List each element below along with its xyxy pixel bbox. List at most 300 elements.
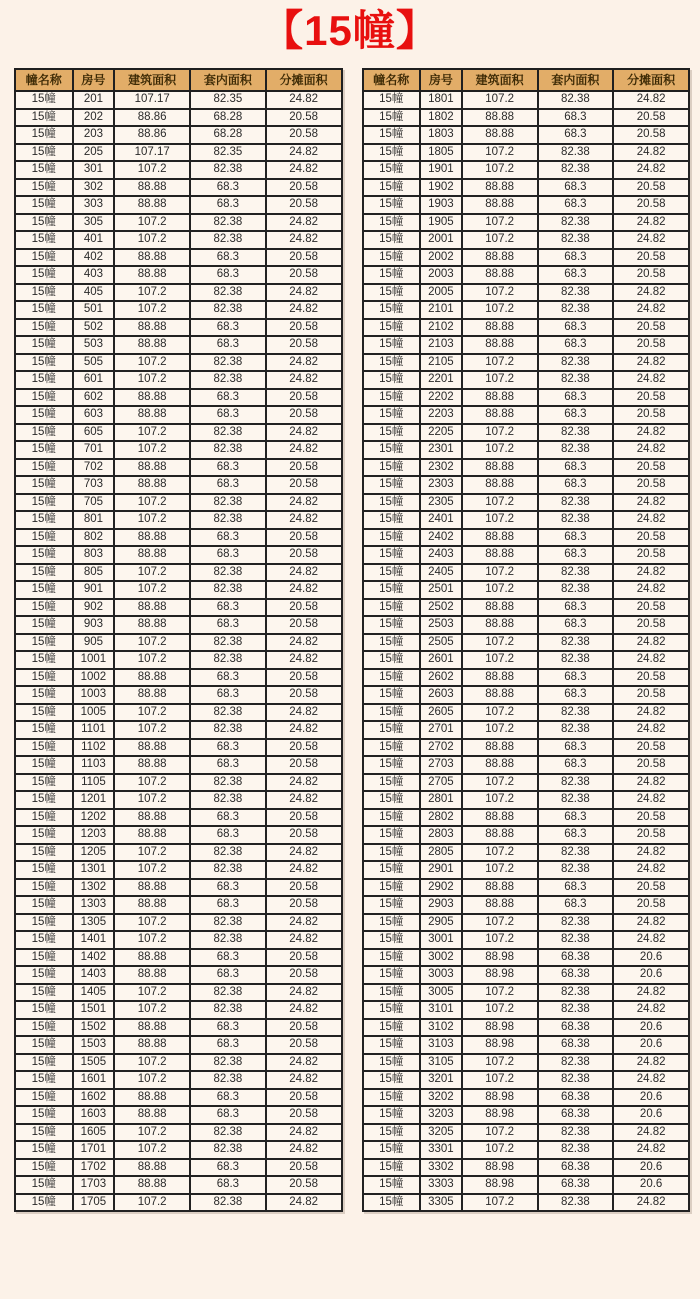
table-row [15, 459, 342, 477]
table-row [15, 284, 342, 302]
table-cell: 2803 [420, 826, 462, 844]
table-cell: 20.58 [266, 599, 342, 617]
table-cell: 24.82 [613, 634, 689, 652]
table-cell: 15幢 [363, 1089, 421, 1107]
table-cell: 107.2 [462, 424, 538, 442]
table-row [15, 424, 342, 442]
table-cell: 201 [73, 91, 115, 109]
table-row [15, 616, 342, 634]
table-cell: 24.82 [266, 721, 342, 739]
table-cell: 107.2 [114, 1071, 190, 1089]
table-cell: 107.2 [462, 704, 538, 722]
table-cell: 2903 [420, 896, 462, 914]
table-cell: 82.38 [538, 774, 614, 792]
table-cell: 68.3 [538, 459, 614, 477]
table-cell: 88.88 [114, 336, 190, 354]
table-cell: 20.58 [613, 826, 689, 844]
table-row [15, 161, 342, 179]
table-cell: 15幢 [363, 354, 421, 372]
table-cell: 1203 [73, 826, 115, 844]
table-cell: 15幢 [15, 284, 73, 302]
table-cell: 88.98 [462, 949, 538, 967]
table-row [363, 879, 690, 897]
table-cell: 107.2 [114, 1001, 190, 1019]
table-cell: 82.38 [538, 1054, 614, 1072]
table-cell: 1703 [73, 1176, 115, 1194]
table-cell: 107.2 [114, 791, 190, 809]
table-cell: 107.2 [462, 371, 538, 389]
table-cell: 82.38 [190, 231, 266, 249]
table-cell: 88.98 [462, 1089, 538, 1107]
table-cell: 20.58 [266, 319, 342, 337]
table-cell: 15幢 [15, 1071, 73, 1089]
table-cell: 82.38 [538, 371, 614, 389]
table-row [15, 511, 342, 529]
table-cell: 107.2 [114, 634, 190, 652]
table-cell: 20.58 [613, 126, 689, 144]
table-cell: 20.6 [613, 949, 689, 967]
table-row [363, 319, 690, 337]
table-cell: 20.58 [266, 1159, 342, 1177]
table-cell: 20.58 [613, 109, 689, 127]
table-cell: 24.82 [266, 494, 342, 512]
table-cell: 107.2 [114, 1124, 190, 1142]
table-row [363, 266, 690, 284]
table-cell: 15幢 [363, 1001, 421, 1019]
table-row [15, 301, 342, 319]
table-cell: 68.3 [190, 406, 266, 424]
table-row [363, 686, 690, 704]
table-cell: 2403 [420, 546, 462, 564]
table-row [363, 144, 690, 162]
table-cell: 15幢 [363, 1071, 421, 1089]
table-cell: 15幢 [15, 1176, 73, 1194]
table-cell: 15幢 [363, 459, 421, 477]
table-cell: 82.38 [190, 634, 266, 652]
table-cell: 20.58 [613, 406, 689, 424]
table-cell: 2805 [420, 844, 462, 862]
table-cell: 68.3 [190, 949, 266, 967]
table-cell: 15幢 [15, 336, 73, 354]
table-cell: 1501 [73, 1001, 115, 1019]
table-cell: 24.82 [266, 144, 342, 162]
table-row [363, 949, 690, 967]
table-cell: 15幢 [15, 739, 73, 757]
table-cell: 24.82 [266, 1001, 342, 1019]
table-row [363, 109, 690, 127]
table-row [15, 564, 342, 582]
table-cell: 1305 [73, 914, 115, 932]
table-cell: 1202 [73, 809, 115, 827]
table-cell: 24.82 [613, 844, 689, 862]
table-row [363, 336, 690, 354]
table-cell: 15幢 [15, 686, 73, 704]
table-cell: 24.82 [613, 354, 689, 372]
col-header-inner-area: 套内面积 [190, 69, 266, 91]
table-cell: 82.38 [538, 581, 614, 599]
table-cell: 88.88 [462, 879, 538, 897]
table-row [363, 844, 690, 862]
table-cell: 502 [73, 319, 115, 337]
table-cell: 68.3 [190, 1019, 266, 1037]
table-cell: 68.3 [538, 476, 614, 494]
area-table-right [362, 68, 691, 1212]
table-cell: 82.38 [190, 791, 266, 809]
table-cell: 15幢 [363, 931, 421, 949]
table-cell: 88.88 [462, 599, 538, 617]
table-cell: 602 [73, 389, 115, 407]
table-cell: 1602 [73, 1089, 115, 1107]
table-row [363, 704, 690, 722]
table-cell: 2305 [420, 494, 462, 512]
table-cell: 24.82 [613, 284, 689, 302]
table-cell: 68.38 [538, 966, 614, 984]
table-cell: 15幢 [15, 319, 73, 337]
table-cell: 82.38 [190, 984, 266, 1002]
table-cell: 88.88 [462, 686, 538, 704]
table-cell: 15幢 [15, 441, 73, 459]
table-cell: 15幢 [15, 354, 73, 372]
table-cell: 1805 [420, 144, 462, 162]
table-cell: 68.38 [538, 1036, 614, 1054]
table-cell: 107.2 [462, 564, 538, 582]
table-cell: 802 [73, 529, 115, 547]
table-cell: 15幢 [15, 1054, 73, 1072]
table-cell: 82.38 [538, 564, 614, 582]
table-cell: 20.58 [613, 249, 689, 267]
table-cell: 82.38 [190, 1001, 266, 1019]
table-row [15, 1001, 342, 1019]
table-row [15, 1141, 342, 1159]
table-cell: 24.82 [613, 371, 689, 389]
table-cell: 88.88 [114, 406, 190, 424]
table-cell: 15幢 [15, 616, 73, 634]
table-cell: 82.38 [538, 861, 614, 879]
table-cell: 15幢 [15, 144, 73, 162]
col-header-room: 房号 [73, 69, 115, 91]
table-cell: 88.88 [114, 669, 190, 687]
table-cell: 20.58 [266, 459, 342, 477]
table-cell: 68.3 [190, 336, 266, 354]
table-cell: 68.3 [190, 896, 266, 914]
table-cell: 1102 [73, 739, 115, 757]
tables-container [14, 68, 690, 1212]
table-cell: 1401 [73, 931, 115, 949]
table-cell: 1001 [73, 651, 115, 669]
table-row [15, 441, 342, 459]
table-row [363, 791, 690, 809]
table-cell: 1103 [73, 756, 115, 774]
table-cell: 107.2 [462, 721, 538, 739]
table-cell: 68.3 [190, 826, 266, 844]
table-cell: 15幢 [15, 949, 73, 967]
table-row [15, 861, 342, 879]
table-cell: 15幢 [363, 879, 421, 897]
table-cell: 24.82 [613, 704, 689, 722]
table-cell: 20.58 [613, 319, 689, 337]
table-cell: 107.2 [114, 931, 190, 949]
table-row [15, 494, 342, 512]
table-cell: 15幢 [15, 1124, 73, 1142]
table-cell: 2402 [420, 529, 462, 547]
table-row [15, 1194, 342, 1212]
table-row [15, 686, 342, 704]
table-cell: 15幢 [363, 704, 421, 722]
table-cell: 88.88 [114, 896, 190, 914]
table-cell: 205 [73, 144, 115, 162]
table-cell: 68.3 [190, 319, 266, 337]
table-cell: 107.2 [462, 634, 538, 652]
table-cell: 82.38 [538, 984, 614, 1002]
table-cell: 202 [73, 109, 115, 127]
table-cell: 15幢 [15, 1141, 73, 1159]
table-cell: 15幢 [363, 809, 421, 827]
table-cell: 20.6 [613, 1106, 689, 1124]
table-row [15, 756, 342, 774]
table-row [363, 441, 690, 459]
table-cell: 15幢 [363, 196, 421, 214]
table-cell: 302 [73, 179, 115, 197]
table-row [363, 826, 690, 844]
table-cell: 15幢 [15, 546, 73, 564]
table-cell: 2005 [420, 284, 462, 302]
table-cell: 24.82 [613, 1001, 689, 1019]
table-cell: 15幢 [363, 319, 421, 337]
table-cell: 107.2 [462, 844, 538, 862]
table-cell: 68.3 [538, 879, 614, 897]
table-cell: 15幢 [363, 161, 421, 179]
table-cell: 68.3 [190, 966, 266, 984]
table-cell: 1901 [420, 161, 462, 179]
table-cell: 15幢 [363, 826, 421, 844]
table-row [363, 284, 690, 302]
table-cell: 15幢 [15, 756, 73, 774]
table-cell: 88.88 [114, 599, 190, 617]
table-row [15, 774, 342, 792]
table-cell: 82.38 [538, 1071, 614, 1089]
table-cell: 15幢 [363, 774, 421, 792]
table-cell: 20.58 [613, 389, 689, 407]
table-cell: 3001 [420, 931, 462, 949]
table-cell: 15幢 [363, 1054, 421, 1072]
table-cell: 2505 [420, 634, 462, 652]
table-cell: 68.3 [538, 336, 614, 354]
table-cell: 107.2 [462, 984, 538, 1002]
table-cell: 15幢 [363, 949, 421, 967]
table-row [363, 301, 690, 319]
table-row [363, 1019, 690, 1037]
table-cell: 15幢 [363, 1106, 421, 1124]
table-cell: 68.3 [538, 686, 614, 704]
table-cell: 20.58 [266, 949, 342, 967]
table-cell: 82.38 [538, 791, 614, 809]
table-cell: 1105 [73, 774, 115, 792]
table-cell: 15幢 [363, 984, 421, 1002]
table-cell: 20.58 [613, 669, 689, 687]
table-cell: 24.82 [266, 511, 342, 529]
table-cell: 24.82 [266, 424, 342, 442]
table-cell: 68.3 [538, 319, 614, 337]
table-cell: 2201 [420, 371, 462, 389]
table-cell: 503 [73, 336, 115, 354]
table-cell: 15幢 [363, 616, 421, 634]
table-row [15, 1089, 342, 1107]
table-cell: 15幢 [15, 231, 73, 249]
table-cell: 20.6 [613, 1176, 689, 1194]
table-cell: 20.58 [266, 1106, 342, 1124]
table-cell: 805 [73, 564, 115, 582]
table-cell: 301 [73, 161, 115, 179]
table-row [15, 651, 342, 669]
table-cell: 24.82 [613, 984, 689, 1002]
table-cell: 15幢 [363, 91, 421, 109]
table-cell: 82.38 [538, 161, 614, 179]
table-row [363, 389, 690, 407]
table-cell: 15幢 [363, 1019, 421, 1037]
table-cell: 107.2 [114, 1194, 190, 1212]
table-row [363, 406, 690, 424]
table-row [363, 126, 690, 144]
table-cell: 82.38 [538, 1194, 614, 1212]
table-cell: 15幢 [363, 844, 421, 862]
table-cell: 15幢 [15, 1089, 73, 1107]
table-cell: 20.58 [613, 616, 689, 634]
table-cell: 82.38 [538, 441, 614, 459]
table-cell: 3105 [420, 1054, 462, 1072]
table-cell: 82.35 [190, 91, 266, 109]
table-cell: 68.28 [190, 109, 266, 127]
table-row [363, 1054, 690, 1072]
table-cell: 15幢 [15, 1106, 73, 1124]
table-cell: 2001 [420, 231, 462, 249]
table-cell: 20.58 [613, 336, 689, 354]
table-cell: 801 [73, 511, 115, 529]
table-cell: 2303 [420, 476, 462, 494]
table-cell: 15幢 [363, 914, 421, 932]
table-cell: 82.38 [190, 1194, 266, 1212]
table-cell: 501 [73, 301, 115, 319]
table-cell: 88.88 [462, 896, 538, 914]
table-row [363, 721, 690, 739]
table-cell: 82.38 [538, 214, 614, 232]
table-row [363, 896, 690, 914]
table-cell: 24.82 [266, 1054, 342, 1072]
table-cell: 2802 [420, 809, 462, 827]
table-cell: 15幢 [363, 144, 421, 162]
table-cell: 24.82 [613, 214, 689, 232]
table-cell: 15幢 [363, 966, 421, 984]
table-cell: 1002 [73, 669, 115, 687]
table-cell: 107.17 [114, 144, 190, 162]
table-cell: 1003 [73, 686, 115, 704]
table-cell: 24.82 [266, 301, 342, 319]
table-cell: 107.2 [462, 144, 538, 162]
table-cell: 15幢 [363, 126, 421, 144]
table-cell: 15幢 [15, 931, 73, 949]
table-cell: 68.3 [190, 196, 266, 214]
table-row [15, 581, 342, 599]
table-cell: 15幢 [15, 581, 73, 599]
table-cell: 20.58 [266, 686, 342, 704]
table-cell: 107.2 [114, 651, 190, 669]
table-cell: 68.3 [538, 739, 614, 757]
table-cell: 88.88 [114, 949, 190, 967]
table-row [15, 1124, 342, 1142]
table-cell: 15幢 [363, 1159, 421, 1177]
table-row [15, 1036, 342, 1054]
table-row [363, 1036, 690, 1054]
table-row [15, 844, 342, 862]
table-cell: 68.3 [190, 1176, 266, 1194]
table-cell: 1902 [420, 179, 462, 197]
table-row [363, 809, 690, 827]
table-cell: 20.58 [266, 896, 342, 914]
table-cell: 15幢 [15, 109, 73, 127]
table-row [15, 371, 342, 389]
table-row [363, 1089, 690, 1107]
table-cell: 601 [73, 371, 115, 389]
table-cell: 82.38 [190, 494, 266, 512]
table-cell: 305 [73, 214, 115, 232]
table-cell: 107.2 [462, 1001, 538, 1019]
table-row [15, 109, 342, 127]
table-row [15, 179, 342, 197]
table-cell: 1503 [73, 1036, 115, 1054]
table-row [15, 546, 342, 564]
table-row [15, 319, 342, 337]
table-cell: 82.38 [190, 301, 266, 319]
table-cell: 1301 [73, 861, 115, 879]
table-cell: 15幢 [15, 529, 73, 547]
table-cell: 1603 [73, 1106, 115, 1124]
table-row [15, 336, 342, 354]
table-cell: 82.38 [538, 1124, 614, 1142]
table-cell: 24.82 [613, 861, 689, 879]
table-cell: 15幢 [15, 196, 73, 214]
table-cell: 20.58 [266, 266, 342, 284]
table-cell: 88.88 [114, 756, 190, 774]
table-cell: 107.2 [114, 704, 190, 722]
col-header-room: 房号 [420, 69, 462, 91]
table-cell: 3103 [420, 1036, 462, 1054]
table-cell: 68.3 [538, 389, 614, 407]
table-cell: 24.82 [266, 791, 342, 809]
table-cell: 88.88 [462, 756, 538, 774]
table-row [363, 249, 690, 267]
table-cell: 20.6 [613, 1089, 689, 1107]
table-cell: 20.58 [613, 476, 689, 494]
table-cell: 2502 [420, 599, 462, 617]
table-cell: 20.58 [266, 966, 342, 984]
table-cell: 2702 [420, 739, 462, 757]
table-cell: 405 [73, 284, 115, 302]
table-cell: 82.38 [190, 214, 266, 232]
table-body-right [363, 91, 690, 1211]
table-cell: 20.58 [266, 826, 342, 844]
table-cell: 88.88 [462, 196, 538, 214]
table-cell: 15幢 [363, 861, 421, 879]
table-cell: 88.88 [462, 406, 538, 424]
table-cell: 107.2 [114, 301, 190, 319]
table-cell: 82.38 [538, 144, 614, 162]
table-cell: 68.3 [538, 179, 614, 197]
table-cell: 15幢 [15, 809, 73, 827]
table-cell: 2302 [420, 459, 462, 477]
table-cell: 107.2 [462, 284, 538, 302]
table-cell: 107.2 [462, 91, 538, 109]
col-header-building: 幢名称 [15, 69, 73, 91]
table-cell: 88.88 [462, 739, 538, 757]
